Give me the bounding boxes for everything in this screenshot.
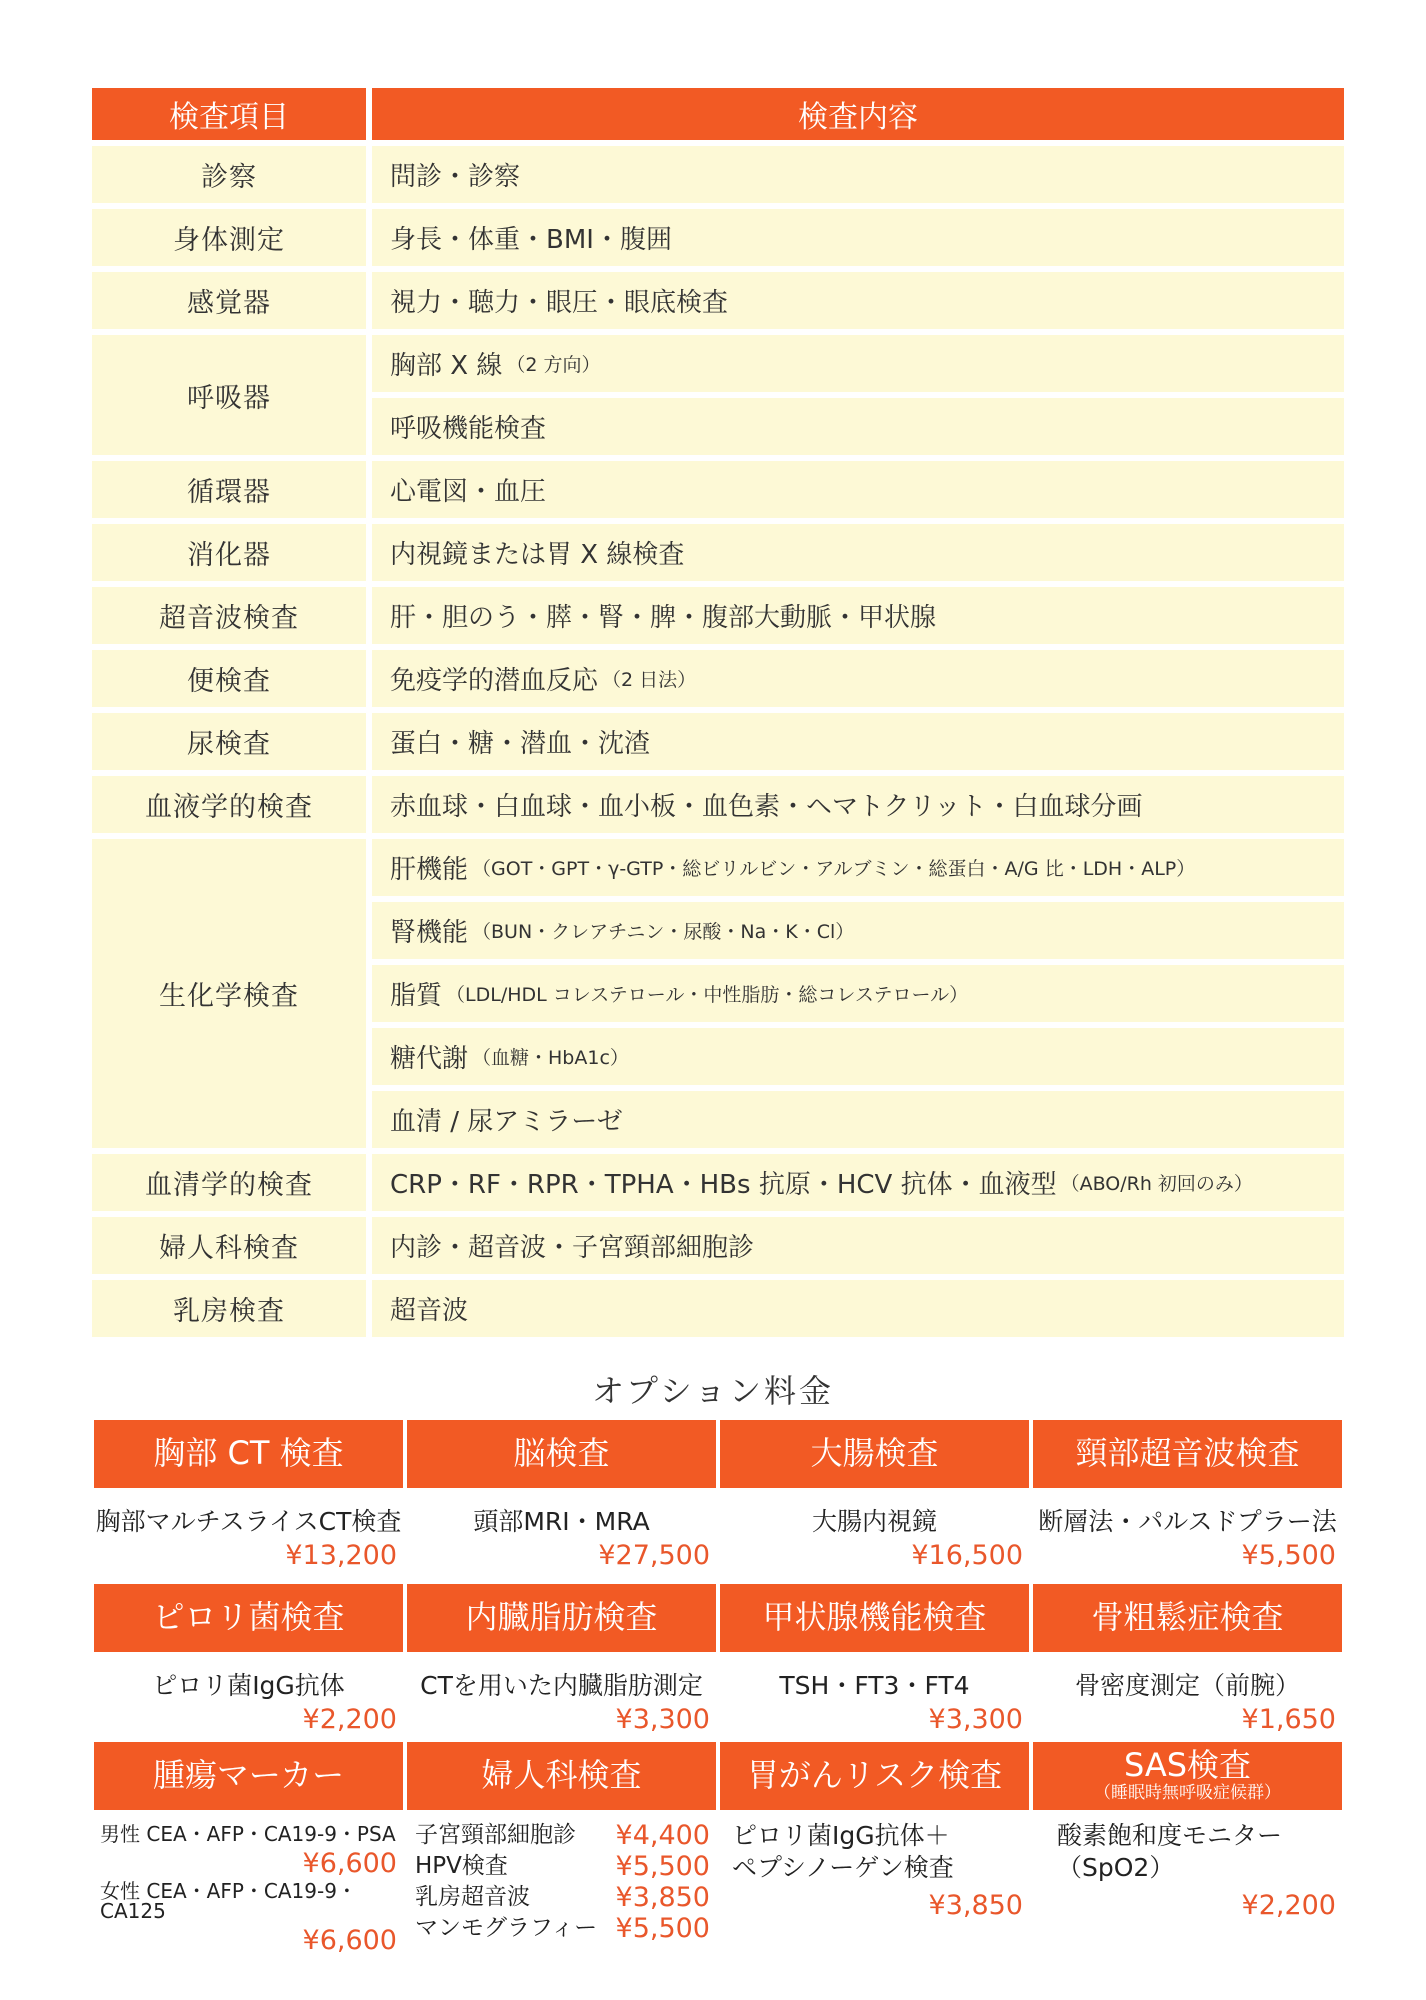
- exam-content: [372, 209, 1344, 266]
- exam-content-text: 赤血球・白血球・血小板・血色素・ヘマトクリット・白血球分画: [390, 792, 1143, 822]
- exam-content-text: 身長・体重・BMI・腹囲: [390, 225, 672, 255]
- option-header: 内臓脂肪検査: [407, 1584, 716, 1652]
- sas-line-1: 酸素飽和度モニター: [1057, 1821, 1283, 1850]
- exam-content: [372, 839, 1344, 896]
- options-title: オプション料金: [591, 1372, 835, 1410]
- exam-content-note: （2 日法）: [602, 669, 697, 691]
- option-name: 胸部マルチスライスCT検査: [95, 1507, 402, 1536]
- exam-content-text: 内診・超音波・子宮頸部細胞診: [390, 1233, 755, 1263]
- option-stomach-risk: [720, 1742, 1029, 1956]
- exam-content-group: [372, 839, 1344, 1148]
- exam-content-text: 脂質: [390, 981, 443, 1011]
- exam-content-note: （ABO/Rh 初回のみ）: [1060, 1173, 1253, 1195]
- option-colon: [720, 1420, 1029, 1571]
- option-name: 断層法・パルスドプラー法: [1038, 1507, 1337, 1536]
- gyn-item-name: 子宮頸部細胞診: [415, 1822, 576, 1848]
- exam-content-text: 内視鏡または胃 X 線検査: [390, 540, 685, 570]
- stomach-line-2: ペプシノーゲン検査: [732, 1853, 954, 1882]
- exam-item: 呼吸器: [92, 335, 366, 455]
- stomach-price: ¥3,850: [928, 1890, 1023, 1921]
- option-osteoporosis: [1033, 1584, 1342, 1735]
- exam-item: 感覚器: [92, 272, 366, 329]
- exam-content: [372, 902, 1344, 959]
- sas-price: ¥2,200: [1241, 1890, 1336, 1921]
- exam-content-note: （BUN・クレアチニン・尿酸・Na・K・Cl）: [472, 921, 855, 943]
- exam-content: [372, 335, 1344, 392]
- option-name: TSH・FT3・FT4: [779, 1671, 970, 1700]
- exam-content-note: （GOT・GPT・γ-GTP・総ビリルビン・アルブミン・総蛋白・A/G 比・LDH・ALP）: [472, 858, 1196, 880]
- option-name: 大腸内視鏡: [811, 1507, 937, 1536]
- exam-content-text: 腎機能: [390, 918, 469, 948]
- option-header: 婦人科検査: [407, 1742, 716, 1810]
- option-name: 骨密度測定（前腕）: [1074, 1671, 1300, 1700]
- gyn-item-name: HPV検査: [415, 1853, 508, 1879]
- exam-content-text: 糖代謝: [390, 1044, 469, 1074]
- gyn-item-price: ¥5,500: [615, 1913, 710, 1944]
- exam-content: [372, 461, 1344, 518]
- option-price: ¥5,500: [1241, 1540, 1336, 1571]
- option-price: ¥3,300: [615, 1704, 710, 1735]
- exam-content-text: 呼吸機能検査: [390, 414, 547, 444]
- option-name: CTを用いた内臓脂肪測定: [420, 1671, 703, 1700]
- exam-content: [372, 1028, 1344, 1085]
- exam-content: [372, 1217, 1344, 1274]
- exam-content: [372, 1154, 1344, 1211]
- gyn-item-name: 乳房超音波: [415, 1884, 530, 1910]
- tumor-male-label: 男性 CEA・AFP・CA19-9・PSA: [100, 1822, 396, 1846]
- stomach-line-1: ピロリ菌IgG抗体＋: [732, 1821, 950, 1850]
- exam-content-text: 蛋白・糖・潜血・沈渣: [390, 729, 651, 759]
- option-pylori: [94, 1584, 403, 1735]
- exam-content-note: （2 方向）: [506, 354, 601, 376]
- exam-content-text: 免疫学的潜血反応: [390, 666, 599, 696]
- exam-content-group: [372, 776, 1344, 833]
- option-price: ¥27,500: [598, 1540, 710, 1571]
- exam-item: 血清学的検査: [92, 1154, 366, 1211]
- exam-content-group: [372, 209, 1344, 266]
- exam-content-group: [372, 146, 1344, 203]
- option-header: 胃がんリスク検査: [720, 1742, 1029, 1810]
- header-exam-item: 検査項目: [92, 88, 366, 140]
- option-visceral-fat: [407, 1584, 716, 1735]
- exam-content-group: [372, 1280, 1344, 1337]
- option-price: ¥3,300: [928, 1704, 1023, 1735]
- exam-content-group: [372, 1217, 1344, 1274]
- option-header: 甲状腺機能検査: [720, 1584, 1029, 1652]
- option-price: ¥1,650: [1241, 1704, 1336, 1735]
- tumor-female-label: 女性 CEA・AFP・CA19-9・CA125: [100, 1879, 357, 1923]
- gyn-item: [415, 1820, 716, 1851]
- exam-content: [372, 713, 1344, 770]
- option-price: ¥16,500: [911, 1540, 1023, 1571]
- option-header: 胸部 CT 検査: [94, 1420, 403, 1488]
- exam-item: 生化学検査: [92, 839, 366, 1148]
- exam-item: 消化器: [92, 524, 366, 581]
- sas-header-title: SAS検査: [1123, 1746, 1252, 1785]
- option-name: 頭部MRI・MRA: [473, 1507, 650, 1536]
- exam-content-note: （血糖・HbA1c）: [472, 1047, 629, 1069]
- exam-content: [372, 965, 1344, 1022]
- gyn-item-price: ¥4,400: [615, 1820, 710, 1851]
- exam-content-group: [372, 524, 1344, 581]
- exam-content: [372, 146, 1344, 203]
- exam-content-group: [372, 335, 1344, 455]
- gyn-item-price: ¥3,850: [615, 1882, 710, 1913]
- option-header: 骨粗鬆症検査: [1033, 1584, 1342, 1652]
- exam-content: [372, 524, 1344, 581]
- exam-content-group: [372, 1154, 1344, 1211]
- option-gynecology: [407, 1742, 716, 1956]
- exam-content-note: （LDL/HDL コレステロール・中性脂肪・総コレステロール）: [446, 984, 969, 1006]
- exam-item: 超音波検査: [92, 587, 366, 644]
- exam-content-text: 血清 / 尿アミラーゼ: [390, 1107, 623, 1137]
- sas-header-sub: （睡眠時無呼吸症候群）: [1094, 1782, 1281, 1803]
- option-header: [1033, 1742, 1342, 1810]
- option-price: ¥2,200: [302, 1704, 397, 1735]
- exam-content-text: 肝・胆のう・膵・腎・脾・腹部大動脈・甲状腺: [390, 603, 937, 633]
- exam-content: [372, 398, 1344, 455]
- options-row-3: [94, 1742, 1342, 1956]
- tumor-female-price: ¥6,600: [302, 1925, 397, 1956]
- option-header: 脳検査: [407, 1420, 716, 1488]
- exam-item: 診察: [92, 146, 366, 203]
- gyn-item: [415, 1851, 716, 1882]
- exam-item: 身体測定: [92, 209, 366, 266]
- exam-content-text: 心電図・血圧: [390, 477, 547, 507]
- exam-item: 血液学的検査: [92, 776, 366, 833]
- exam-content-group: [372, 650, 1344, 707]
- option-name: ピロリ菌IgG抗体: [152, 1671, 345, 1700]
- exam-item: 循環器: [92, 461, 366, 518]
- gyn-item-price: ¥5,500: [615, 1851, 710, 1882]
- exam-content: [372, 587, 1344, 644]
- options-row-1: [94, 1420, 1342, 1571]
- exam-table: [92, 88, 1344, 1337]
- exam-content: [372, 1091, 1344, 1148]
- exam-content: [372, 650, 1344, 707]
- option-sas: [1033, 1742, 1342, 1956]
- header-exam-content: 検査内容: [372, 88, 1344, 140]
- gyn-item-name: マンモグラフィー: [415, 1915, 598, 1941]
- option-brain: [407, 1420, 716, 1571]
- exam-content-group: [372, 587, 1344, 644]
- exam-content-text: 視力・聴力・眼圧・眼底検査: [390, 288, 729, 318]
- exam-content-group: [372, 713, 1344, 770]
- exam-item: 婦人科検査: [92, 1217, 366, 1274]
- exam-content: [372, 1280, 1344, 1337]
- exam-content-text: 肝機能: [390, 855, 469, 885]
- sas-line-2: （SpO2）: [1057, 1853, 1175, 1882]
- exam-item: 乳房検査: [92, 1280, 366, 1337]
- tumor-male-price: ¥6,600: [302, 1848, 397, 1879]
- exam-content-text: CRP・RF・RPR・TPHA・HBs 抗原・HCV 抗体・血液型: [390, 1170, 1057, 1200]
- option-header: 腫瘍マーカー: [94, 1742, 403, 1810]
- option-thyroid: [720, 1584, 1029, 1735]
- gyn-item: [415, 1882, 716, 1913]
- exam-content-text: 超音波: [390, 1296, 469, 1326]
- option-header: 大腸検査: [720, 1420, 1029, 1488]
- exam-item: 便検査: [92, 650, 366, 707]
- option-neck-ultrasound: [1033, 1420, 1342, 1571]
- option-price: ¥13,200: [285, 1540, 397, 1571]
- exam-content: [372, 776, 1344, 833]
- exam-content-group: [372, 272, 1344, 329]
- option-header: ピロリ菌検査: [94, 1584, 403, 1652]
- gyn-item: [415, 1913, 716, 1944]
- option-chest-ct: [94, 1420, 403, 1571]
- exam-content-text: 胸部 X 線: [390, 351, 503, 381]
- options-row-2: [94, 1584, 1342, 1735]
- exam-content: [372, 272, 1344, 329]
- exam-content-text: 問診・診察: [390, 162, 521, 192]
- option-header: 頸部超音波検査: [1033, 1420, 1342, 1488]
- exam-item: 尿検査: [92, 713, 366, 770]
- option-tumor-marker: [94, 1742, 403, 1956]
- exam-content-group: [372, 461, 1344, 518]
